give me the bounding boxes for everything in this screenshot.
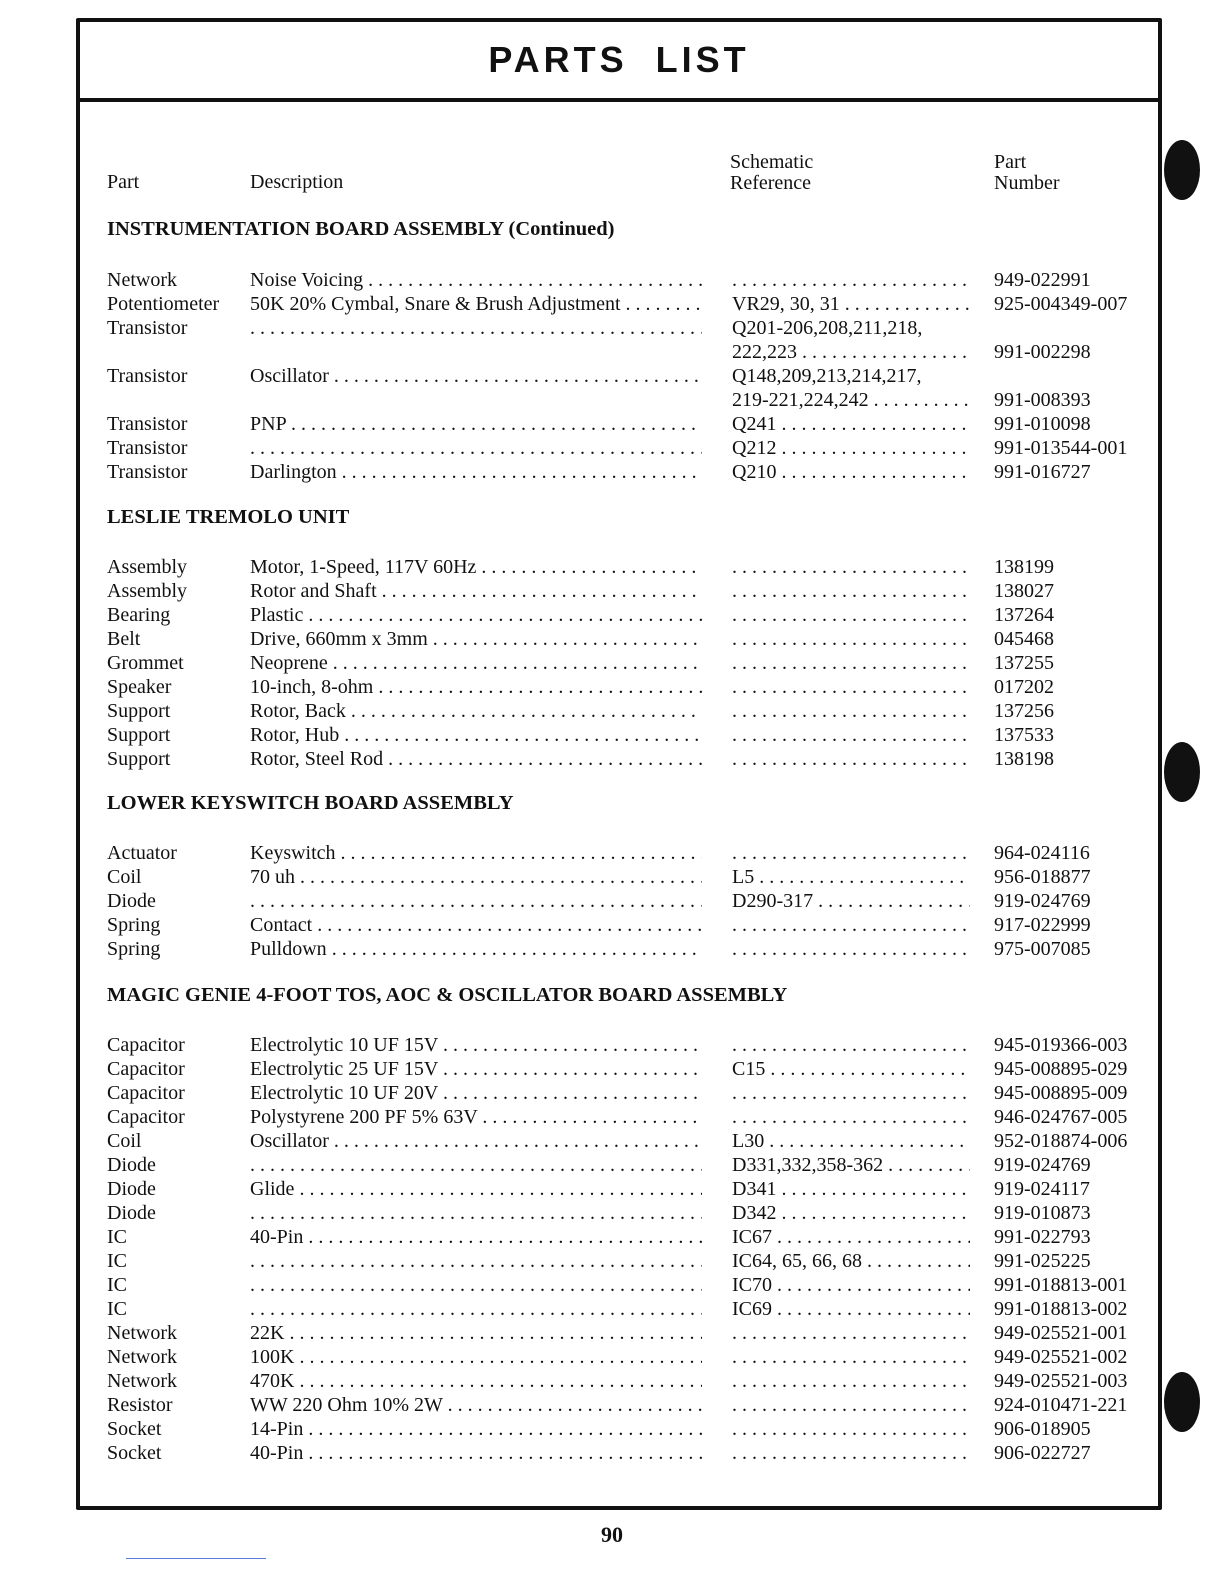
table-row — [107, 1225, 1167, 1249]
schematic-ref-cell — [732, 268, 970, 292]
table-row — [107, 1081, 1167, 1105]
description-cell — [250, 1297, 702, 1321]
table-row — [107, 436, 1167, 460]
part-cell: Capacitor — [107, 1106, 185, 1128]
description-cell: 470K . . . — [250, 1369, 702, 1393]
binder-hole-mark — [1164, 140, 1200, 200]
description-cell: 100K . . . — [250, 1345, 702, 1369]
table-row — [107, 603, 1167, 627]
part-cell: Capacitor — [107, 1034, 185, 1056]
description-cell: Electrolytic 10 UF 20V . . . — [250, 1081, 702, 1105]
schematic-ref-cell — [732, 723, 970, 747]
schematic-ref-cell: L30 . . . — [732, 1129, 970, 1153]
part-number-cell: 906-022727 — [994, 1442, 1091, 1464]
part-number-cell: 964-024116 — [994, 842, 1090, 864]
schematic-ref-cell — [732, 1369, 970, 1393]
description-cell: Rotor and Shaft . . . — [250, 579, 702, 603]
description-cell: 40-Pin . . . — [250, 1441, 702, 1465]
part-number-cell: 991-016727 — [994, 461, 1091, 483]
description-cell: Polystyrene 200 PF 5% 63V . . . — [250, 1105, 702, 1129]
part-number-cell: 925-004349-007 — [994, 293, 1128, 315]
part-cell: Coil — [107, 1130, 142, 1152]
header-schematic — [730, 152, 813, 194]
part-cell: Potentiometer — [107, 293, 220, 315]
table-row — [107, 1441, 1167, 1465]
part-cell: Support — [107, 724, 171, 746]
part-number-cell: 952-018874-006 — [994, 1130, 1128, 1152]
description-cell: Contact . . . — [250, 913, 702, 937]
schematic-ref-cell — [732, 651, 970, 675]
table-row — [107, 1321, 1167, 1345]
part-cell: Resistor — [107, 1394, 173, 1416]
table-row — [107, 913, 1167, 937]
section-title: LOWER KEYSWITCH BOARD ASSEMBLY — [107, 792, 514, 814]
part-number-cell: 945-008895-029 — [994, 1058, 1128, 1080]
part-number-cell: 137255 — [994, 652, 1054, 674]
table-row — [107, 1153, 1167, 1177]
part-number-cell: 945-008895-009 — [994, 1082, 1128, 1104]
part-cell: Diode — [107, 1202, 156, 1224]
table-row — [107, 1297, 1167, 1321]
description-cell: Rotor, Hub . . . — [250, 723, 702, 747]
schematic-ref-cell: C15 . . . — [732, 1057, 970, 1081]
description-cell: Keyswitch . . . — [250, 841, 702, 865]
part-cell: Capacitor — [107, 1082, 185, 1104]
part-number-cell: 991-002298 — [994, 341, 1091, 363]
description-cell — [250, 1249, 702, 1273]
schematic-ref-cell: L5 . . . — [732, 865, 970, 889]
table-row — [107, 937, 1167, 961]
part-number-cell: 919-024769 — [994, 1154, 1091, 1176]
schematic-ref-cell — [732, 1345, 970, 1369]
table-row — [107, 1177, 1167, 1201]
table-row — [107, 651, 1167, 675]
description-cell: Glide . . . — [250, 1177, 702, 1201]
part-number-cell: 956-018877 — [994, 866, 1091, 888]
description-cell: 50K 20% Cymbal, Snare & Brush Adjustment . . . — [250, 292, 702, 316]
part-number-cell: 991-018813-001 — [994, 1274, 1128, 1296]
schematic-ref-cell: IC69 . . . — [732, 1297, 970, 1321]
description-cell: Electrolytic 25 UF 15V . . . — [250, 1057, 702, 1081]
part-cell: Support — [107, 700, 171, 722]
description-cell: 22K . . . — [250, 1321, 702, 1345]
part-cell: Spring — [107, 914, 161, 936]
table-row-continuation — [107, 388, 1167, 412]
schematic-ref-cell: 219-221,224,242 . . . — [732, 388, 970, 412]
part-cell: IC — [107, 1298, 127, 1320]
schematic-ref-cell: VR29, 30, 31 . . . — [732, 292, 970, 316]
parts-table — [80, 22, 1158, 1506]
table-row — [107, 747, 1167, 771]
parts-list-frame — [76, 18, 1162, 1510]
part-number-cell: 946-024767-005 — [994, 1106, 1128, 1128]
header-partno-line2: Number — [994, 172, 1060, 194]
part-number-cell: 991-008393 — [994, 389, 1091, 411]
schematic-ref-cell — [732, 603, 970, 627]
schematic-ref-cell — [732, 1393, 970, 1417]
part-number-cell: 917-022999 — [994, 914, 1091, 936]
part-cell: Network — [107, 1346, 177, 1368]
part-cell: Belt — [107, 628, 141, 650]
description-cell: WW 220 Ohm 10% 2W . . . — [250, 1393, 702, 1417]
part-number-cell: 138198 — [994, 748, 1054, 770]
schematic-ref-cell: Q241 . . . — [732, 412, 970, 436]
section-title: LESLIE TREMOLO UNIT — [107, 506, 350, 528]
part-cell: Diode — [107, 1178, 156, 1200]
schematic-ref-continuation: Q148,209,213,214,217, — [732, 365, 922, 387]
schematic-ref-continuation: Q201-206,208,211,218, — [732, 317, 923, 339]
table-row — [107, 1129, 1167, 1153]
description-cell — [250, 889, 702, 913]
schematic-ref-cell — [732, 579, 970, 603]
description-cell: Drive, 660mm x 3mm . . . — [250, 627, 702, 651]
schematic-ref-cell: IC67 . . . — [732, 1225, 970, 1249]
part-cell: Capacitor — [107, 1058, 185, 1080]
description-cell: Rotor, Back . . . — [250, 699, 702, 723]
schematic-ref-cell: D341 . . . — [732, 1177, 970, 1201]
description-cell: Electrolytic 10 UF 15V . . . — [250, 1033, 702, 1057]
part-number-cell: 137264 — [994, 604, 1054, 626]
part-cell: Grommet — [107, 652, 184, 674]
table-row — [107, 579, 1167, 603]
schematic-ref-cell — [732, 627, 970, 651]
table-row — [107, 1393, 1167, 1417]
part-number-cell: 975-007085 — [994, 938, 1091, 960]
schematic-ref-cell: Q212 . . . — [732, 436, 970, 460]
table-row — [107, 268, 1167, 292]
description-cell — [250, 316, 702, 340]
scan-artifact-line — [126, 1558, 266, 1559]
description-cell: Rotor, Steel Rod . . . — [250, 747, 702, 771]
part-number-cell: 949-025521-002 — [994, 1346, 1128, 1368]
schematic-ref-cell — [732, 1441, 970, 1465]
part-number-cell: 991-018813-002 — [994, 1298, 1128, 1320]
part-cell: Speaker — [107, 676, 172, 698]
description-cell — [250, 436, 702, 460]
part-cell: Assembly — [107, 580, 187, 602]
table-row — [107, 1201, 1167, 1225]
table-row — [107, 1273, 1167, 1297]
table-row — [107, 412, 1167, 436]
part-number-cell: 991-022793 — [994, 1226, 1091, 1248]
table-row — [107, 1105, 1167, 1129]
part-number-cell: 949-022991 — [994, 269, 1091, 291]
part-number-cell: 919-010873 — [994, 1202, 1091, 1224]
table-row — [107, 460, 1167, 484]
table-row — [107, 865, 1167, 889]
part-cell: Socket — [107, 1418, 162, 1440]
schematic-ref-cell — [732, 1081, 970, 1105]
part-cell: Transistor — [107, 413, 188, 435]
part-cell: IC — [107, 1250, 127, 1272]
schematic-ref-cell: 222,223 . . . — [732, 340, 970, 364]
description-cell — [250, 1153, 702, 1177]
part-number-cell: 906-018905 — [994, 1418, 1091, 1440]
part-cell: Spring — [107, 938, 161, 960]
part-cell: Coil — [107, 866, 142, 888]
part-cell: IC — [107, 1226, 127, 1248]
header-schematic-line2: Reference — [730, 172, 812, 194]
section-title: MAGIC GENIE 4-FOOT TOS, AOC & OSCILLATOR BOARD ASSEMBLY — [107, 984, 788, 1006]
table-row — [107, 675, 1167, 699]
part-cell: Diode — [107, 890, 156, 912]
part-cell: Socket — [107, 1442, 162, 1464]
schematic-ref-cell: IC64, 65, 66, 68 . . . — [732, 1249, 970, 1273]
table-row — [107, 1369, 1167, 1393]
table-row — [107, 627, 1167, 651]
part-cell: Diode — [107, 1154, 156, 1176]
description-cell: Motor, 1-Speed, 117V 60Hz . . . — [250, 555, 702, 579]
schematic-ref-cell — [732, 555, 970, 579]
part-cell: Transistor — [107, 437, 188, 459]
part-cell: Network — [107, 1322, 177, 1344]
part-cell: Transistor — [107, 365, 188, 387]
schematic-ref-cell — [732, 699, 970, 723]
schematic-ref-cell: D342 . . . — [732, 1201, 970, 1225]
part-number-cell: 137533 — [994, 724, 1054, 746]
part-cell: Network — [107, 269, 177, 291]
schematic-ref-cell: D290-317 . . . — [732, 889, 970, 913]
description-cell: 14-Pin . . . — [250, 1417, 702, 1441]
binder-hole-mark — [1164, 1372, 1200, 1432]
description-cell: PNP . . . — [250, 412, 702, 436]
table-row — [107, 1345, 1167, 1369]
schematic-ref-cell — [732, 913, 970, 937]
schematic-ref-cell — [732, 675, 970, 699]
part-number-cell: 991-013544-001 — [994, 437, 1128, 459]
table-row-continuation — [107, 340, 1167, 364]
page-title: PARTS LIST — [488, 39, 750, 80]
description-cell: Oscillator . . . — [250, 1129, 702, 1153]
part-cell: IC — [107, 1274, 127, 1296]
description-cell: 70 uh . . . — [250, 865, 702, 889]
schematic-ref-cell — [732, 1321, 970, 1345]
part-number-cell: 138199 — [994, 556, 1054, 578]
schematic-ref-cell: D331,332,358-362 . . . — [732, 1153, 970, 1177]
part-number-cell: 045468 — [994, 628, 1054, 650]
table-row — [107, 1057, 1167, 1081]
description-cell — [250, 1201, 702, 1225]
description-cell: Neoprene . . . — [250, 651, 702, 675]
section-title: INSTRUMENTATION BOARD ASSEMBLY (Continued) — [107, 218, 615, 240]
schematic-ref-cell — [732, 841, 970, 865]
description-cell: 40-Pin . . . — [250, 1225, 702, 1249]
part-number-cell: 949-025521-001 — [994, 1322, 1128, 1344]
description-cell: Plastic . . . — [250, 603, 702, 627]
table-row — [107, 889, 1167, 913]
schematic-ref-cell — [732, 1417, 970, 1441]
binder-hole-mark — [1164, 742, 1200, 802]
part-number-cell: 945-019366-003 — [994, 1034, 1128, 1056]
header-part: Part — [107, 171, 140, 193]
part-cell: Bearing — [107, 604, 171, 626]
table-row — [107, 292, 1167, 316]
schematic-ref-cell — [732, 1105, 970, 1129]
description-cell: Darlington . . . — [250, 460, 702, 484]
part-number-cell: 949-025521-003 — [994, 1370, 1128, 1392]
part-number-cell: 991-025225 — [994, 1250, 1091, 1272]
page-number: 90 — [601, 1522, 623, 1547]
table-row — [107, 1249, 1167, 1273]
table-row — [107, 316, 1167, 340]
header-partno-line1: Part — [994, 151, 1027, 173]
part-cell: Support — [107, 748, 171, 770]
description-cell: Noise Voicing . . . — [250, 268, 702, 292]
part-number-cell: 919-024769 — [994, 890, 1091, 912]
part-number-cell: 919-024117 — [994, 1178, 1090, 1200]
header-part-number — [994, 152, 1060, 194]
table-row — [107, 1417, 1167, 1441]
part-number-cell: 991-010098 — [994, 413, 1091, 435]
part-number-cell: 138027 — [994, 580, 1054, 602]
schematic-ref-cell — [732, 747, 970, 771]
schematic-ref-cell — [732, 937, 970, 961]
schematic-ref-cell: Q210 . . . — [732, 460, 970, 484]
schematic-ref-cell: IC70 . . . — [732, 1273, 970, 1297]
part-cell: Network — [107, 1370, 177, 1392]
part-cell: Transistor — [107, 317, 188, 339]
table-row — [107, 555, 1167, 579]
header-description: Description — [250, 171, 344, 193]
table-row — [107, 699, 1167, 723]
schematic-ref-cell — [732, 1033, 970, 1057]
part-number-cell: 137256 — [994, 700, 1054, 722]
part-cell: Actuator — [107, 842, 177, 864]
part-number-cell: 017202 — [994, 676, 1054, 698]
part-cell: Transistor — [107, 461, 188, 483]
description-cell: Pulldown . . . — [250, 937, 702, 961]
part-number-cell: 924-010471-221 — [994, 1394, 1128, 1416]
header-schematic-line1: Schematic — [730, 151, 814, 173]
table-row — [107, 841, 1167, 865]
description-cell — [250, 1273, 702, 1297]
table-row — [107, 364, 1167, 388]
part-cell: Assembly — [107, 556, 187, 578]
table-row — [107, 723, 1167, 747]
description-cell: 10-inch, 8-ohm . . . — [250, 675, 702, 699]
description-cell: Oscillator . . . — [250, 364, 702, 388]
table-row — [107, 1033, 1167, 1057]
